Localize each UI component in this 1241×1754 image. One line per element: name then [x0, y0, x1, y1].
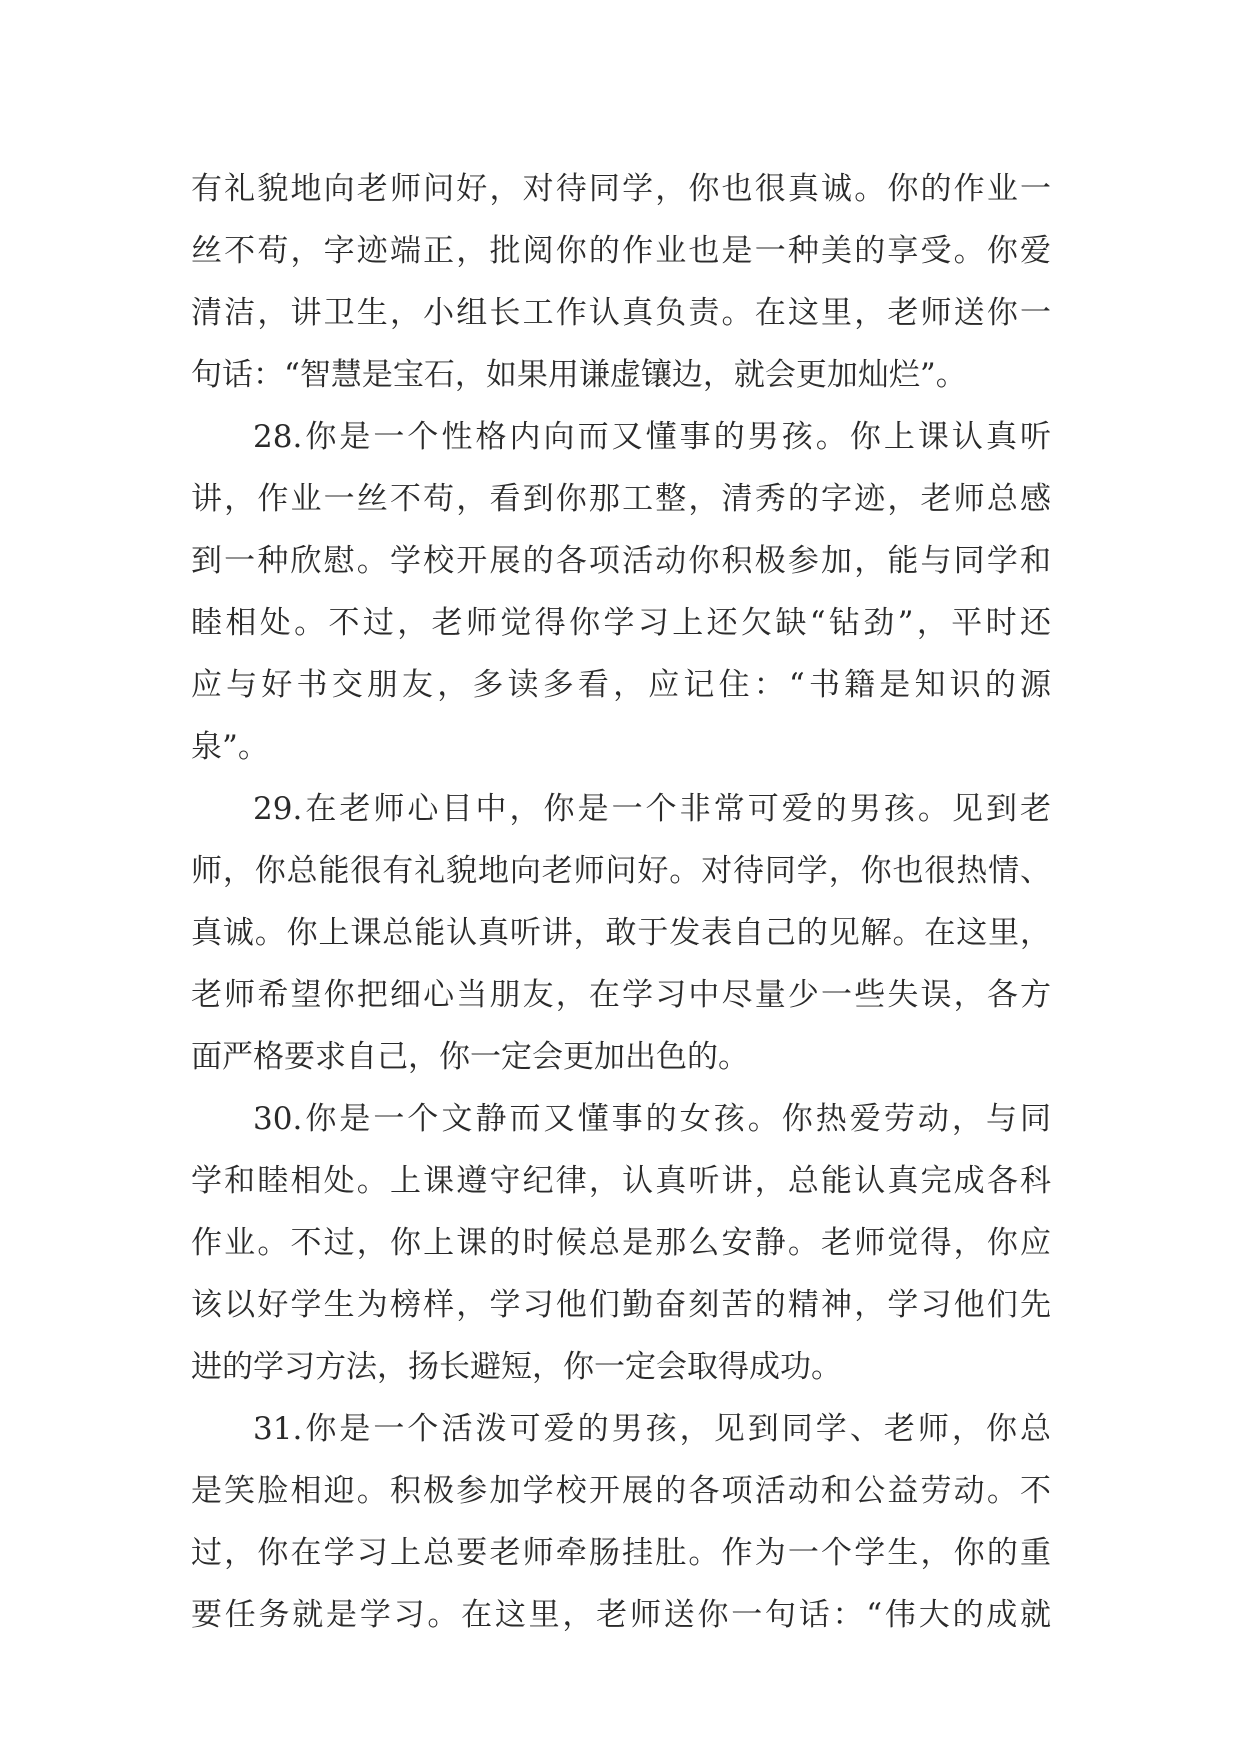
text-line: 有礼貌地向老师问好，对待同学，你也很真诚。你的作业一	[191, 171, 1051, 207]
text-line: 真诚。你上课总能认真听讲，敢于发表自己的见解。在这里，	[191, 915, 1051, 951]
text-line: 29.在老师心目中，你是一个非常可爱的男孩。见到老	[253, 791, 1051, 827]
text-line: 学和睦相处。上课遵守纪律，认真听讲，总能认真完成各科	[191, 1163, 1051, 1199]
text-line: 师，你总能很有礼貌地向老师问好。对待同学，你也很热情、	[191, 853, 1051, 889]
text-line: 31.你是一个活泼可爱的男孩，见到同学、老师，你总	[253, 1411, 1051, 1447]
text-line: 老师希望你把细心当朋友，在学习中尽量少一些失误，各方	[191, 977, 1051, 1013]
text-line: 讲，作业一丝不苟，看到你那工整，清秀的字迹，老师总感	[191, 481, 1051, 517]
text-line: 面严格要求自己，你一定会更加出色的。	[191, 1039, 749, 1075]
text-line: 句话：“智慧是宝石，如果用谦虚镶边，就会更加灿烂”。	[191, 357, 967, 393]
text-line: 要任务就是学习。在这里，老师送你一句话：“伟大的成就	[191, 1597, 1051, 1633]
text-line: 作业。不过，你上课的时候总是那么安静。老师觉得，你应	[191, 1225, 1051, 1261]
text-line: 过，你在学习上总要老师牵肠挂肚。作为一个学生，你的重	[191, 1535, 1051, 1571]
text-line: 清洁，讲卫生，小组长工作认真负责。在这里，老师送你一	[191, 295, 1051, 331]
text-line: 该以好学生为榜样，学习他们勤奋刻苦的精神，学习他们先	[191, 1287, 1051, 1323]
text-line: 进的学习方法，扬长避短，你一定会取得成功。	[191, 1349, 842, 1385]
text-line: 是笑脸相迎。积极参加学校开展的各项活动和公益劳动。不	[191, 1473, 1051, 1509]
text-line: 应与好书交朋友，多读多看，应记住：“书籍是知识的源	[191, 667, 1051, 703]
text-line: 30.你是一个文静而又懂事的女孩。你热爱劳动，与同	[253, 1101, 1051, 1137]
document-body	[191, 158, 1051, 1646]
text-line: 泉”。	[191, 729, 269, 765]
text-line: 到一种欣慰。学校开展的各项活动你积极参加，能与同学和	[191, 543, 1051, 579]
text-line: 丝不苟，字迹端正，批阅你的作业也是一种美的享受。你爱	[191, 233, 1051, 269]
text-line: 28.你是一个性格内向而又懂事的男孩。你上课认真听	[253, 419, 1051, 455]
text-line: 睦相处。不过，老师觉得你学习上还欠缺“钻劲”，平时还	[191, 605, 1051, 641]
